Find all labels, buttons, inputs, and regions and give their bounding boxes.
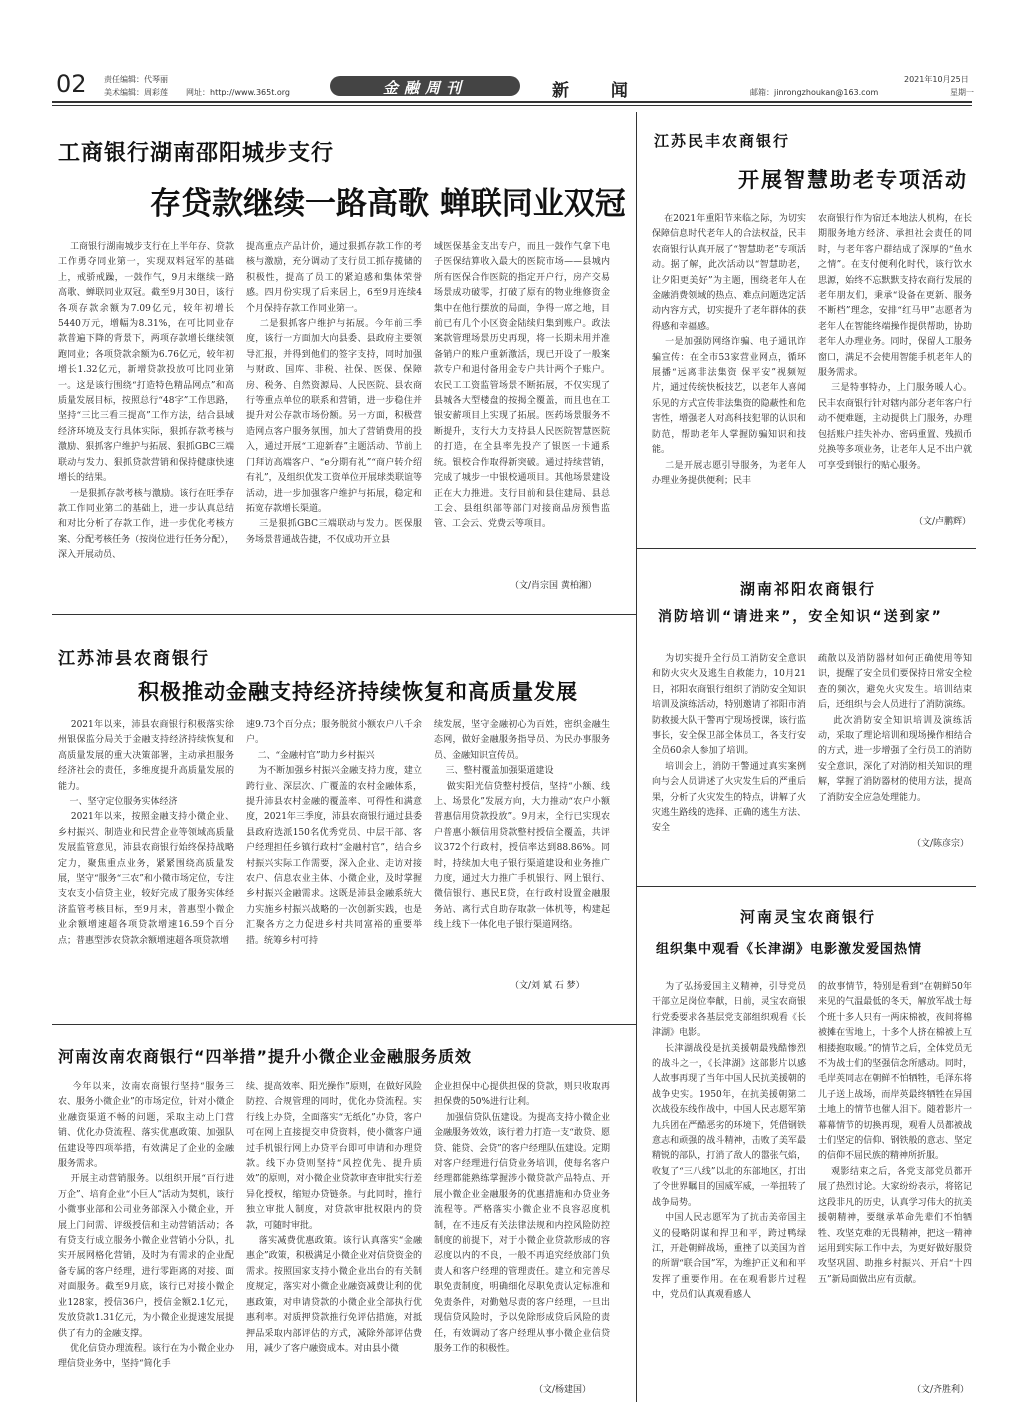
article-title: 积极推动金融支持经济持续恢复和高质量发展 (138, 680, 578, 704)
byline: （文/刘 斌 石 梦） (510, 981, 585, 991)
article-title: 存贷款继续一路高歌 蝉联同业双冠 (150, 186, 626, 222)
byline: （文/卢鹏辉） (914, 517, 972, 527)
paper-name: 金融周刊 (382, 79, 467, 97)
article-title: 开展智慧助老专项活动 (738, 168, 968, 192)
article-column: 为切实提升全行员工消防安全意识和防火灾火及逃生自救能力，10月21日，祁阳农商银行组织了消防安全知识培训及演练活动，特别邀请了祁阳市消防救援大队干警再宁现场授课，该行监事长，安全保卫部全体员工，各支行安全员60余人参加了培训。 培训会上，消防干警通过真实案例向与会人员讲述了火灾发生后的严重后果，分析了火灾发生的特点，讲解了火灾逃生路线的选择、正确的逃生方法、安全 (652, 654, 806, 834)
paper-nameplate (330, 76, 520, 96)
art-editor-credit: 美术编辑：周彩莲 (104, 88, 168, 97)
issue-date: 2021年10月25日 (904, 75, 969, 84)
article-column: 的故事情节，特别是看到“在朝鲜50年来见的气温最低的冬天，解放军战士每个班十多人只有一两床棉被，夜间将棉被摊在雪地上，十多个人挤在棉被上互相搂抱取暖。”的情节之后，全体党员无不为战士们的坚强信念所感动。同时，毛岸英同志在朝鲜不怕牺牲，毛泽东将儿子送上战场，而岸英最终牺牲在异国土地上的情节也催人泪下。随着影片一幕幕情节的切换再现，观看人员都被战士们坚定的信仰、钢铁般的意志、坚定的信仰不屈民族的精神所折服。 观影结束之后，各党支部党员都开展了热烈讨论。大家纷纷表示，将铭记这段非凡的历史，认真学习伟大的抗美援朝精神，要继承革命先辈们不怕牺牲、攻坚克难的无畏精神，把这一精神运用到实际工作中去，为更好做好服贷攻坚巩固、助推乡村振兴、开启“十四五”新局面做出应有贡献。 (818, 982, 972, 1285)
header-rule (52, 101, 972, 103)
article-column: 续发展，坚守金融初心为百姓，密织金融生态网，做好金融服务指导员、为民办事服务员、金融知识宣传员。 三、整村覆盖加强渠道建设 做实阳光信贷整村授信，坚持“小额、线上、场景化”发展方向，大力推动“农户小额普惠信用贷款投放”。9月末，全行已实现农户普惠小额信用贷款整村授信全覆盖，共评议372个行政村，授信率达到88.86%。同时，持续加大电子银行渠道建设和业务推广力度，通过大力推广手机银行、网上银行、微信银行、惠民E贷，在行政村设置金融服务站、离行式自助存取款一体机等，构建起线上线下一体化电子银行渠道网络。 (434, 720, 610, 931)
article-title: 组织集中观看《长津湖》电影激发爱国热情 (656, 942, 923, 957)
editor-credit: 责任编辑：代琴丽 (104, 75, 168, 84)
article-column: 今年以来，汝南农商银行坚持“服务三农、服务小微企业”的市场定位，针对小微企业融资渠道不畅的问题，采取主动上门营销、优化办贷流程、落实优惠政策、加强队伍建设等四项举措，有效满足了企业的金融服务需求。 开展主动营销服务。以组织开展“百行进万企”、培育企业“小巨人”活动为契机，该行小微事业部和公司业务部深入小微企业，开展上门问需、评级授信和主动营销活动；各有贷支行成立服务小微企业营销小分队，扎实开展网格化营销，及时为有需求的企业配备专属的客户经理，进行零距离的对接、面对面服务。截至9月底，该行已对接小微企业128家，授信36户，授信金额2.1亿元，发放贷款1.31亿元，为小微企业提速发展提供了有力的金融支撑。 优化信贷办理流程。该行在为小微企业办理信贷业务中，坚持“简化手 (58, 1082, 234, 1370)
article-kicker: 工商银行湖南邵阳城步支行 (58, 141, 335, 166)
section-divider (52, 1024, 636, 1025)
section-divider (636, 886, 976, 887)
header-rule-thin (52, 105, 972, 106)
website: 网址：http://www.365t.org (186, 88, 291, 97)
article-column: 在2021年重阳节来临之际，为切实保障信息时代老年人的合法权益，民丰农商银行认真开展了“智慧助老”专项活动。据了解，此次活动以“智慧助老，让夕阳更美好”为主题，围绕老年人在金融消费领域的热点、难点问题选定活动内容方式，切实提升了老年群体的获得感和幸福感。 一是加强防网络诈骗、电子通讯诈骗宣传：在全市53家营业网点，循环展播“远离非法集资 保平安”视频短片，通过传统快板技艺，以老年人喜闻乐见的方式宣传非法集资的隐蔽性和危害性，增强老人对高科技犯罪的认识和防范，帮助老年人掌握防骗知识和技能。 二是开展志愿引导服务，为老年人办理业务提供便利；民丰 (652, 214, 806, 486)
column-divider (636, 112, 637, 1402)
article-column: 为了弘扬爱国主义精神，引导党员干部立足岗位奉献，日前，灵宝农商银行党委要求各基层党支部组织观看《长津湖》电影。 长津湖战役是抗美援朝最残酷惨烈的战斗之一，《长津湖》这部影片以感人故事再现了当年中国人民抗美援朝的战争史实。1950年，在抗美援朝第二次战役东线作战中，中国人民志愿军第九兵团在严酷恶劣的环境下，凭借钢铁意志和顽强的战斗精神，击败了美军最精锐的部队，打消了敌人的嚣张气焰，收复了“三八线”以北的东部地区，打出了令世界瞩目的国威军威，一举扭转了战争局势。 中国人民志愿军为了抗击美帝国主义的侵略阴谋和捍卫和平，跨过鸭绿江，开赴朝鲜战场，重挫了以美国为首的所谓“联合国”军，为维护正义和和平发挥了重要作用。在在观看影片过程中，党员们认真观看感人 (652, 982, 806, 1301)
article-column: 续、提高效率、阳光操作”原则，在做好风险防控、合规管理的同时，优化办贷流程。实行线上办贷，全面落实“无纸化”办贷，客户可在网上直接提交申贷资料，使小微客户通过手机银行网上办贷平台即可申请和办理贷款。线下办贷则坚持“风控优先、提升质效”的原则，对小微企业贷款审查审批实行差异化授权，缩短办贷链条。与此同时，推行独立审批人制度，对贷款审批权限内的贷款，可随时审批。 落实减费优惠政策。该行认真落实“金融惠企”政策，积极满足小微企业对信贷资金的需求。按照国家支持小微企业出台的有关制度规定，落实对小微企业融资减费让利的优惠政策，对申请贷款的小微企业全部执行优惠利率。对质押贷款推行免评估措施，对抵押品采取内部评估的方式，减除外部评估费用，减少了客户融资成本。对由县小微 (246, 1082, 422, 1354)
article-kicker: 江苏沛县农商银行 (58, 649, 210, 669)
byline: （文/齐胜利） (912, 1385, 970, 1395)
section-divider (52, 614, 636, 615)
article-column: 2021年以来，沛县农商银行积极落实徐州银保监分局关于金融支持经济持续恢复和高质量发展的重大决策部署，主动承担服务经济社会的责任，多维度提升高质量发展的能力。 一、坚守定位服务实体经济 2021年以来，按照金融支持小微企业、乡村振兴、制造业和民营企业等领域高质量发展监管意见，沛县农商银行始终保持战略定力，聚焦重点业务，紧紧围绕高质量发展，坚守“服务“三农”和小微市场定位，专注支农支小信贷主业，较好完成了服务实体经济监管考核目标，至9月末，普惠型小微企业余额增速超各项贷款增速16.59个百分点；普惠型涉农贷款余额增速超各项贷款增 (58, 720, 234, 946)
email: 邮箱：jinrongzhoukan@163.com (750, 88, 879, 97)
article-title: 河南汝南农商银行“四举措”提升小微企业金融服务质效 (58, 1047, 473, 1066)
article-column: 速9.73个百分点；服务脱贫小额农户八千余户。 二、“金融村官”助力乡村振兴 为不断加强乡村振兴金融支持力度，建立跨行业、深层次、广覆盖的农村金融体系，提升沛县农村金融的覆盖率、可得性和满意度，2021年三季度，沛县农商银行通过县委县政府选派150名优秀党员、中层干部、客户经理担任乡镇行政村“金融村官”，结合乡村振兴实际工作需要，深入企业、走访对接农户、信息农业主体、小微企业，及时掌握乡村振兴金融需求。这既是沛县金融系统大力实施乡村振兴战略的一次创新实践，也是汇聚各方之力促进乡村共同富裕的重要举措。统筹乡村可持 (246, 720, 422, 946)
article-kicker: 江苏民丰农商银行 (654, 132, 791, 150)
article-column: 企业担保中心提供担保的贷款，则只收取再担保费的50%进行让利。 加强信贷队伍建设。为提高支持小微企业金融服务效效，该行着力打造一支“敢贷、愿贷、能贷、会贷”的客户经理队伍建设。定期对客户经理进行信贷业务培训，使每名客户经理都能熟练掌握涉小微贷款产品特点、开展小微企业金融服务的优惠措施和办贷业务流程等。严格落实小微企业不良容忍度机制，在不违反有关法律法规和内控风险防控制度的前提下，对于小微企业贷款形成的容忍度以内的不良，一般不再追究经放部门负责人和客户经理的管理责任。建立和完善尽职免责制度，明确细化尽职免责认定标准和免责条件，对勤勉尽责的客户经理，一旦出现信贷风险时，予以免除形成贷后风险的责任，有效调动了客户经理从事小微企业信贷服务工作的积极性。 (434, 1082, 610, 1354)
article-column: 提高重点产品计价，通过狠抓存款工作的考核与激励，充分调动了支行员工抓存揽储的积极性，提高了员工的紧迫感和集体荣誉感。四月份实现了后来居上，6至9月连续4个月保持存款工作同业第一。 二是狠抓客户维护与拓展。今年前三季度，该行一方面加大向县委、县政府主要领导汇报，并得到他们的签字支持，同时加强与财政、国库、非税、社保、医保、保障房、税务、自然资源局、人民医院、县农商行等重点单位的联系和营销，进一步稳住并提升对公存款市场份额。另一方面，积极营造网点客户服务氛围，加大了营销费用的投入，通过开展“工迎新春”主题活动、节前上门拜访高端客户、“e分期有礼”“商户转介绍有礼”，及组织优发工资单位开展球类联谊等活动，进一步加强客户维护与拓展，稳定和拓宽存款增长渠道。 三是狠抓GBC三端联动与发力。医保服务场景普通战告捷，不仅成功开立县 (246, 242, 422, 545)
section-divider (636, 548, 976, 549)
byline: （文/陈彦宗） (912, 839, 970, 849)
article-kicker: 湖南祁阳农商银行 (740, 580, 877, 598)
byline: （文/杨建国） (534, 1385, 592, 1395)
article-column: 农商银行作为宿迁本地法人机构，在长期服务地方经济、承担社会责任的同时，与老年客户群结成了深厚的“鱼水之情”。在支付便利化时代，该行饮水思源，始终不忘默默支持农商行发展的老年朋友们，秉承“设备在更新、服务不断档”理念，安排“红马甲”志愿者为老年人在智能终端操作提供帮助，协助老年人办理业务。同时，保留人工服务窗口，满足不会使用智能手机老年人的服务需求。 三是特事特办，上门服务暖人心。民丰农商银行针对辖内部分老年客户行动不便难题，主动提供上门服务，办理包括账户挂失补办、密码重置、残损币兑换等多项业务，让老年人足不出户就可享受到银行的贴心服务。 (818, 214, 972, 471)
article-column: 工商银行湖南城步支行在上半年存、贷款工作勇夺同业第一，实现双料冠军的基础上，戒骄戒躁，一鼓作气，9月末继续一路高歌、蝉联同业双冠。截至9月30日，该行各项存款余额为7.09亿元，较年初增长5440万元，增幅为8.31%，在可比同业存款普遍下降的背景下，两项存款增长继续领跑同业；各项贷款余额为6.76亿元，较年初增长1.32亿元，新增贷款投放可比同业第一。这是该行围绕“打造特色精品网点”和高质量发展目标，按照总行“48字”工作思路，坚持“三比三看三提高”工作方法，结合县域经济环境及支行具体实际，狠抓存款考核与激励、狠抓客户维护与拓展、狠抓GBC三端联动与发力、狠抓贷款营销和保持健康快速增长的结果。 一是狠抓存款考核与激励。该行在旺季存款工作同业第二的基础上，进一步认真总结和对比分析了存款工作，进一步优化考核方案、分配考核任务（按岗位进行任务分配），深入开展动员、 (58, 242, 234, 561)
article-column: 疏散以及消防器材如何正确使用等知识，提醒了安全员们要保持日常安全检查的频次，避免火灾发生。培训结束后，还组织与会人员进行了消防演练。 此次消防安全知识培训及演练活动，采取了理论培训和现场操作相结合的方式，进一步增强了全行员工的消防安全意识，深化了对消防相关知识的理解，掌握了消防器材的使用方法，提高了消防安全应急处理能力。 (818, 654, 972, 803)
article-title: 消防培训“请进来”，安全知识“送到家” (658, 609, 943, 625)
weekday: 星期一 (950, 88, 974, 97)
page-number: 02 (56, 70, 87, 98)
byline: （文/肖宗国 黄柏湘） (510, 581, 597, 591)
article-column: 域医保基金支出专户，而且一鼓作气拿下电子医保结算收入最大的医院市场——县城内所有医保合作医院的指定开户行，房产交易场景成功破零，打破了原有的物业维修资金集中在他行摆放的局面，争得一席之地，目前已有几个小区资金陆续归集到账户。政法案款管理场景历史再现，将一长期未用并准备销户的账户重新激活，现已开设了一般案款专户和退付备用金专户共计两个子账户。农民工工资监管场景不断拓展，不仅实现了县城各大型楼盘的按揭全覆盖，而且也在工银安薪项目上实现了拓展。医药场景服务不断提升，支行大力支持县人民医院智慧医院的打造，在全县率先投产了银医一卡通系统。银校合作取得新突破。通过持续营销，完成了城步一中银校通项目。其他场景建设正在大力推进。支行目前和县住建局、县总工会、县组织部等部门对接商品房预售监管、工会云、党费云等项目。 (434, 242, 610, 530)
article-kicker: 河南灵宝农商银行 (740, 908, 877, 926)
section-name: 新 闻 (552, 81, 638, 101)
